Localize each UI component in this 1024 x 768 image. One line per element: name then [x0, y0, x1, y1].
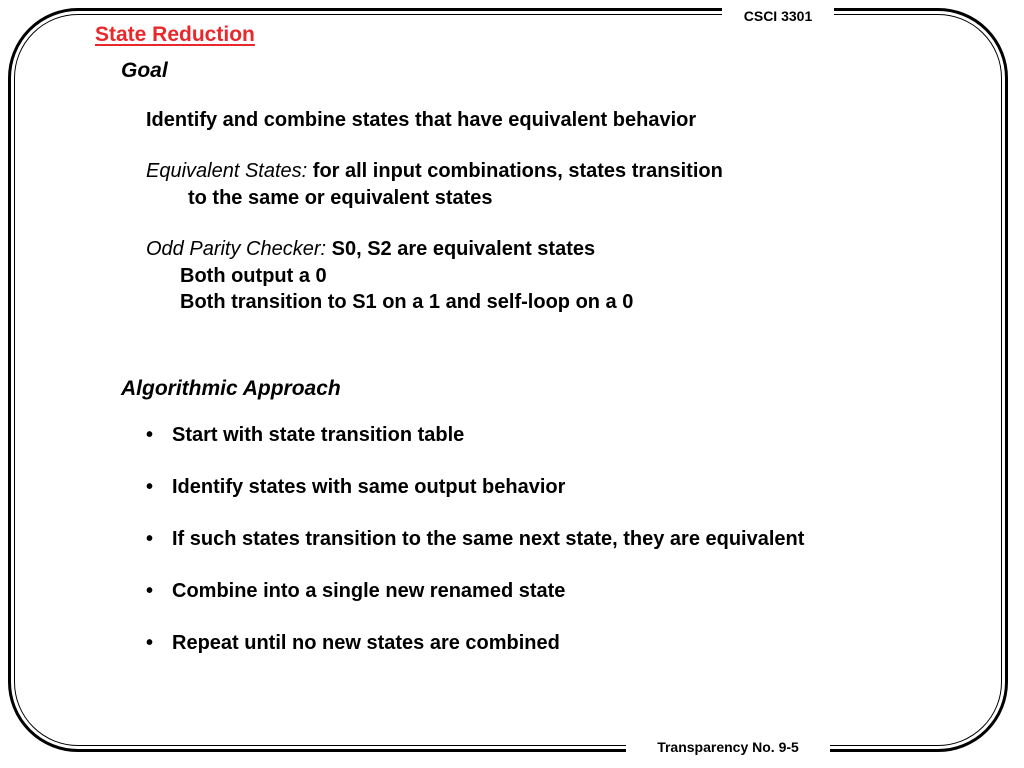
- equivalent-states-term: Equivalent States:: [146, 160, 308, 182]
- bullet-icon: •: [146, 580, 154, 602]
- equivalent-states-line: [146, 158, 723, 184]
- bullet-icon: •: [146, 424, 154, 446]
- odd-parity-line: [146, 236, 595, 262]
- slide-title: State Reduction: [95, 23, 255, 46]
- approach-step-text: Start with state transition table: [172, 424, 465, 446]
- approach-step: [146, 422, 804, 474]
- approach-step: [146, 578, 804, 630]
- course-label: CSCI 3301: [722, 6, 834, 26]
- odd-parity-detail-output: Both output a 0: [180, 265, 327, 287]
- approach-step: [146, 526, 804, 578]
- footer-label: Transparency No. 9-5: [626, 736, 830, 758]
- equivalent-states-continuation: to the same or equivalent states: [188, 187, 493, 209]
- bullet-icon: •: [146, 476, 154, 498]
- approach-step-text: If such states transition to the same next state, they are equivalent: [172, 528, 805, 550]
- odd-parity-term: Odd Parity Checker:: [146, 238, 327, 260]
- equivalent-states-text: for all input combinations, states transition: [312, 160, 723, 182]
- goal-heading: Goal: [121, 59, 168, 82]
- approach-step-text: Repeat until no new states are combined: [172, 632, 560, 654]
- approach-step-text: Identify states with same output behavior: [172, 476, 566, 498]
- bullet-icon: •: [146, 528, 154, 550]
- approach-step: [146, 630, 804, 682]
- odd-parity-detail-transition: Both transition to S1 on a 1 and self-loop on a 0: [180, 291, 634, 313]
- approach-step: [146, 474, 804, 526]
- goal-statement: Identify and combine states that have equivalent behavior: [146, 109, 697, 131]
- approach-step-list: [146, 422, 804, 682]
- approach-heading: Algorithmic Approach: [121, 377, 341, 400]
- bullet-icon: •: [146, 632, 154, 654]
- odd-parity-text: S0, S2 are equivalent states: [331, 238, 596, 260]
- approach-step-text: Combine into a single new renamed state: [172, 580, 566, 602]
